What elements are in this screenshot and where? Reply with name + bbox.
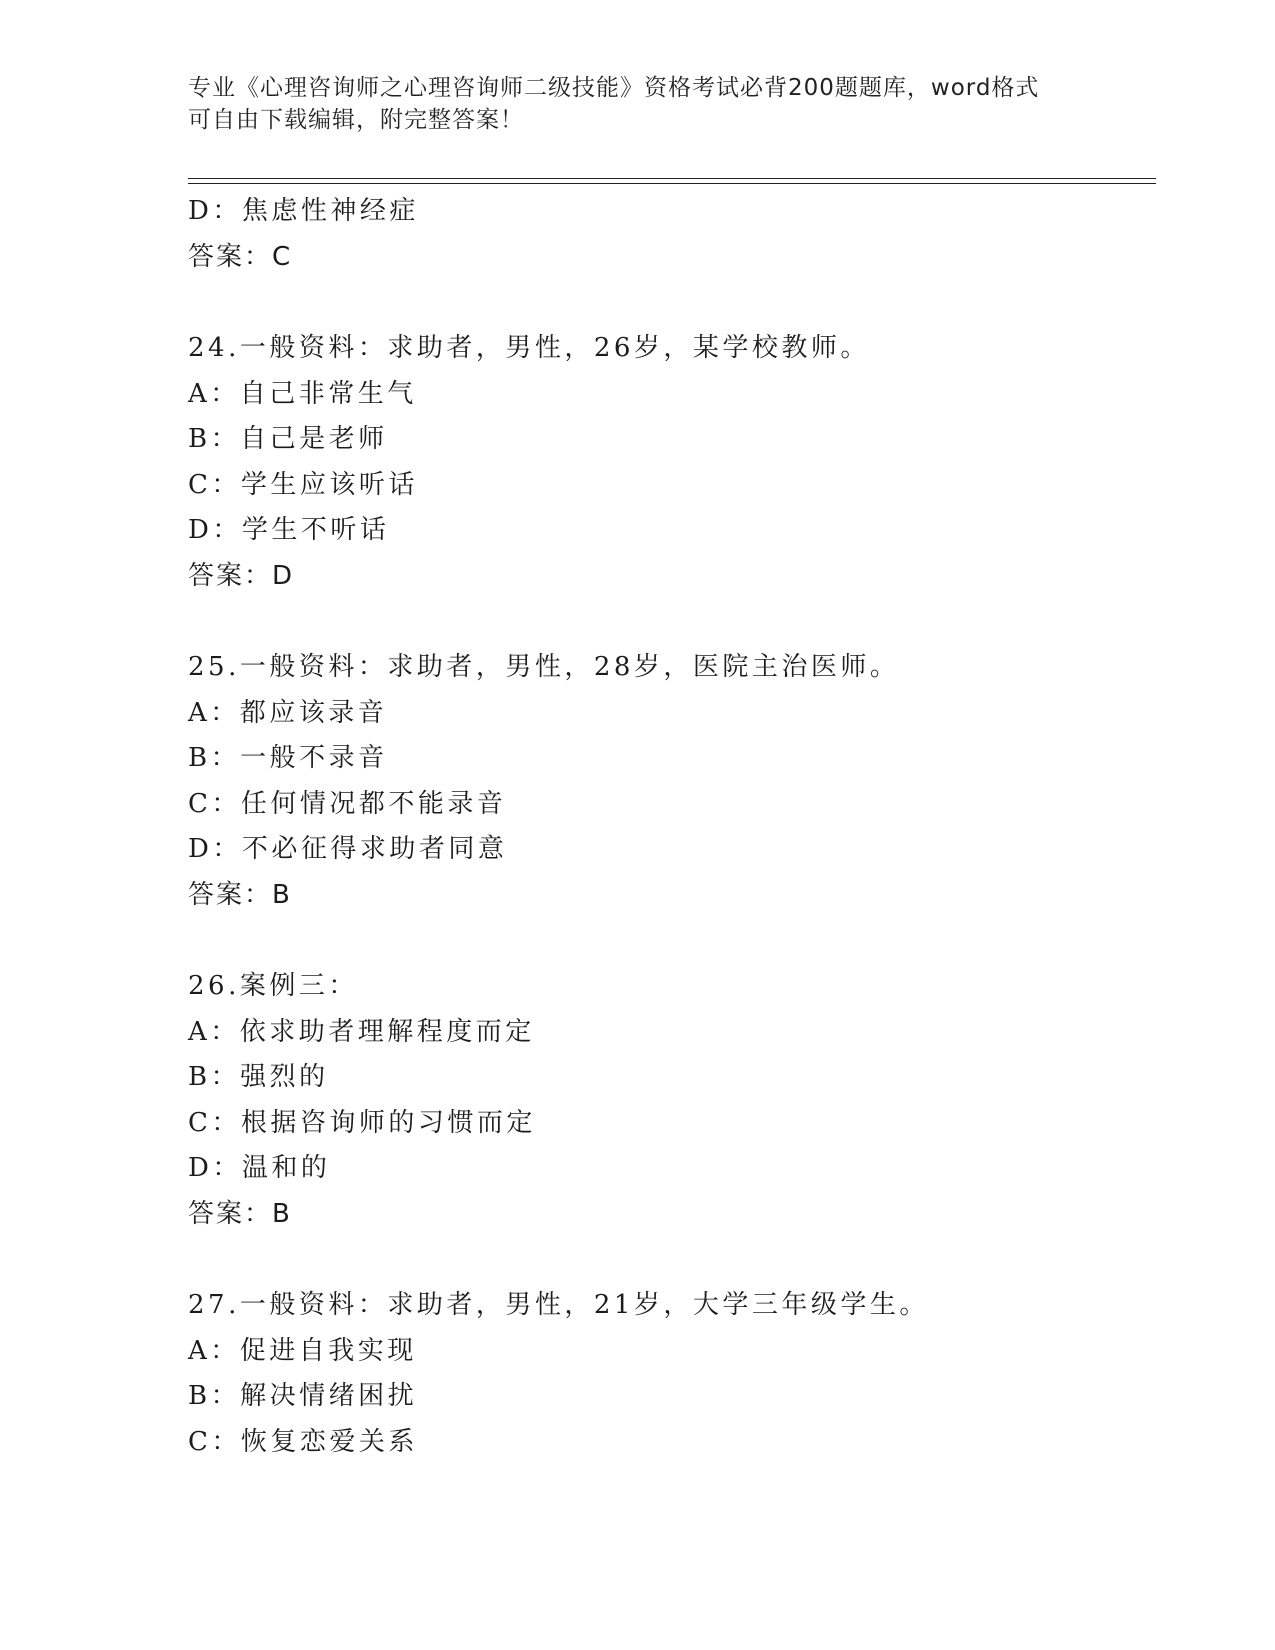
answer-option: A：都应该录音 <box>188 697 388 728</box>
question-stem: 25.一般资料：求助者，男性，28岁，医院主治医师。 <box>188 652 900 682</box>
answer-option: C：根据咨询师的习惯而定 <box>188 1107 536 1138</box>
answer-option: D：不必征得求助者同意 <box>188 834 508 864</box>
header-line-1: 专业《心理咨询师之心理咨询师二级技能》资格考试必背200题题库，word格式 <box>188 75 1040 101</box>
answer-option: C：任何情况都不能录音 <box>188 788 507 819</box>
spacer <box>188 280 1156 326</box>
answer-key: 答案：D <box>188 560 295 591</box>
answer-option: A：自己非常生气 <box>188 378 417 409</box>
spacer <box>188 599 1156 645</box>
header-line-2: 可自由下载编辑，附完整答案！ <box>188 107 524 133</box>
question-list <box>188 189 1156 1465</box>
answer-option: A：依求助者理解程度而定 <box>188 1016 535 1047</box>
answer-option: D：温和的 <box>188 1153 331 1183</box>
header-divider-bottom <box>188 183 1156 184</box>
question-stem: 24.一般资料：求助者，男性，26岁，某学校教师。 <box>188 333 870 363</box>
answer-option: B：一般不录音 <box>188 743 388 773</box>
answer-option: C：恢复恋爱关系 <box>188 1426 418 1457</box>
document-header <box>188 72 1088 136</box>
spacer <box>188 918 1156 964</box>
answer-option: D：焦虑性神经症 <box>188 196 419 226</box>
answer-option: B：自己是老师 <box>188 424 388 454</box>
header-divider-top <box>188 178 1156 179</box>
answer-key: 答案：B <box>188 879 292 910</box>
answer-option: A：促进自我实现 <box>188 1335 417 1366</box>
answer-option: B：强烈的 <box>188 1062 329 1092</box>
question-stem: 26.案例三： <box>188 971 358 1001</box>
spacer <box>188 1237 1156 1283</box>
answer-option: D：学生不听话 <box>188 515 390 545</box>
question-stem: 27.一般资料：求助者，男性，21岁，大学三年级学生。 <box>188 1290 929 1320</box>
answer-key: 答案：B <box>188 1198 292 1229</box>
answer-key: 答案：C <box>188 241 293 272</box>
answer-option: B：解决情绪困扰 <box>188 1381 418 1411</box>
answer-option: C：学生应该听话 <box>188 469 418 500</box>
